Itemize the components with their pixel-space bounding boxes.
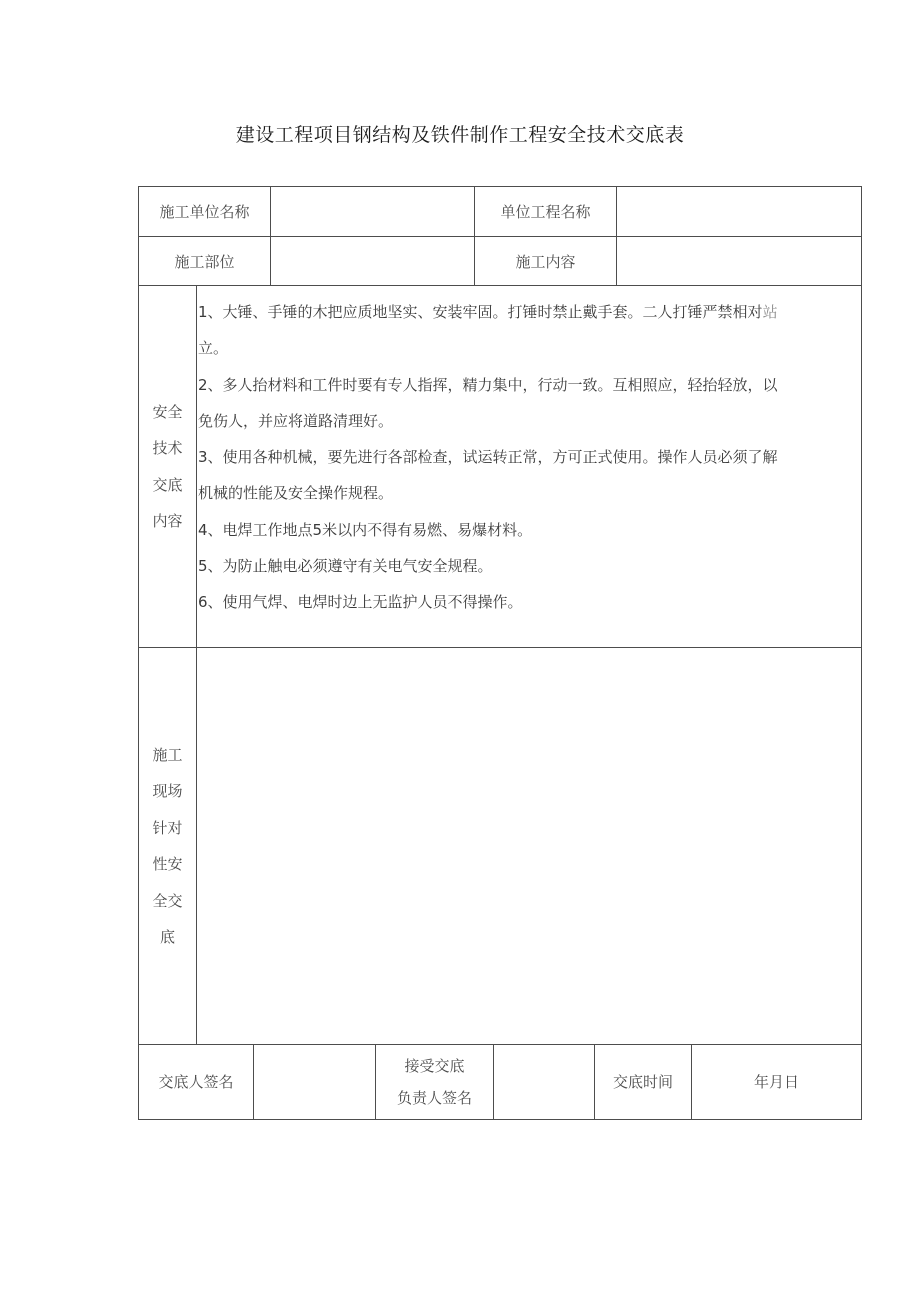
- site-label-line: 施工: [152, 745, 183, 764]
- receiver-label-line1: 接受交底: [404, 1057, 465, 1075]
- safety-content-label: [139, 286, 197, 647]
- safety-label-line: 交底: [152, 475, 183, 494]
- safety-briefing-form: [138, 186, 862, 1120]
- safety-item-6: 6、使用气焊、电焊时边上无监护人员不得操作。: [198, 593, 523, 612]
- site-label-line: 现场: [152, 782, 183, 800]
- page-title: 建设工程项目钢结构及铁件制作工程安全技术交底表: [235, 124, 685, 146]
- receiver-label-line2: 负责人签名: [396, 1089, 472, 1107]
- safety-item-1: 1、大锤、手锤的木把应质地坚实、安装牢固。打锤时禁止戴手套。二人打锤严禁相对站: [198, 303, 778, 321]
- time-label: 交底时间: [595, 1045, 692, 1119]
- project-name-field[interactable]: [617, 187, 861, 236]
- time-field[interactable]: 年月日: [753, 1073, 799, 1091]
- receiver-label: [376, 1045, 494, 1119]
- safety-item-3-cont: 机械的性能及安全操作规程。: [198, 484, 394, 503]
- unit-name-label: 施工单位名称: [139, 187, 271, 236]
- safety-content-row: [139, 286, 861, 648]
- header-row-part: [139, 237, 861, 286]
- safety-label-line: 内容: [152, 512, 183, 530]
- site-label-line: 性安: [152, 855, 183, 873]
- site-label-line: 针对: [152, 818, 183, 837]
- content-field[interactable]: [617, 237, 861, 285]
- site-label-line: 全交: [152, 891, 183, 910]
- site-specific-label: [139, 648, 197, 1044]
- safety-item-5: 5、为防止触电必须遵守有关电气安全规程。: [198, 557, 493, 576]
- header-row-unit: [139, 187, 861, 237]
- safety-label-line: 技术: [152, 439, 183, 457]
- site-specific-field[interactable]: [197, 648, 861, 1044]
- site-specific-row: [139, 648, 861, 1045]
- safety-item-3: 3、使用各种机械，要先进行各部检查，试运转正常，方可正式使用。操作人员必须了解: [198, 448, 778, 467]
- project-name-label: 单位工程名称: [475, 187, 617, 236]
- content-label: 施工内容: [475, 237, 617, 285]
- giver-signature-field[interactable]: [254, 1045, 376, 1119]
- safety-item-2-cont: 免伤人，并应将道路清理好。: [198, 411, 394, 430]
- site-label-line: 底: [159, 928, 175, 946]
- safety-item-2: 2、多人抬材料和工件时要有专人指挥，精力集中，行动一致。互相照应，轻抬轻放，以: [198, 375, 778, 394]
- part-label: 施工部位: [139, 237, 271, 285]
- giver-label: 交底人签名: [139, 1045, 254, 1119]
- safety-item-1-cont: 立。: [198, 339, 229, 358]
- signature-row: [139, 1045, 861, 1119]
- safety-items-list: [197, 286, 861, 647]
- unit-name-field[interactable]: [271, 187, 475, 236]
- safety-label-line: 安全: [152, 402, 183, 421]
- receiver-signature-field[interactable]: [494, 1045, 595, 1119]
- part-field[interactable]: [271, 237, 475, 285]
- safety-item-4: 4、电焊工作地点5米以内不得有易燃、易爆材料。: [198, 520, 533, 539]
- form-main-table: [138, 186, 862, 1120]
